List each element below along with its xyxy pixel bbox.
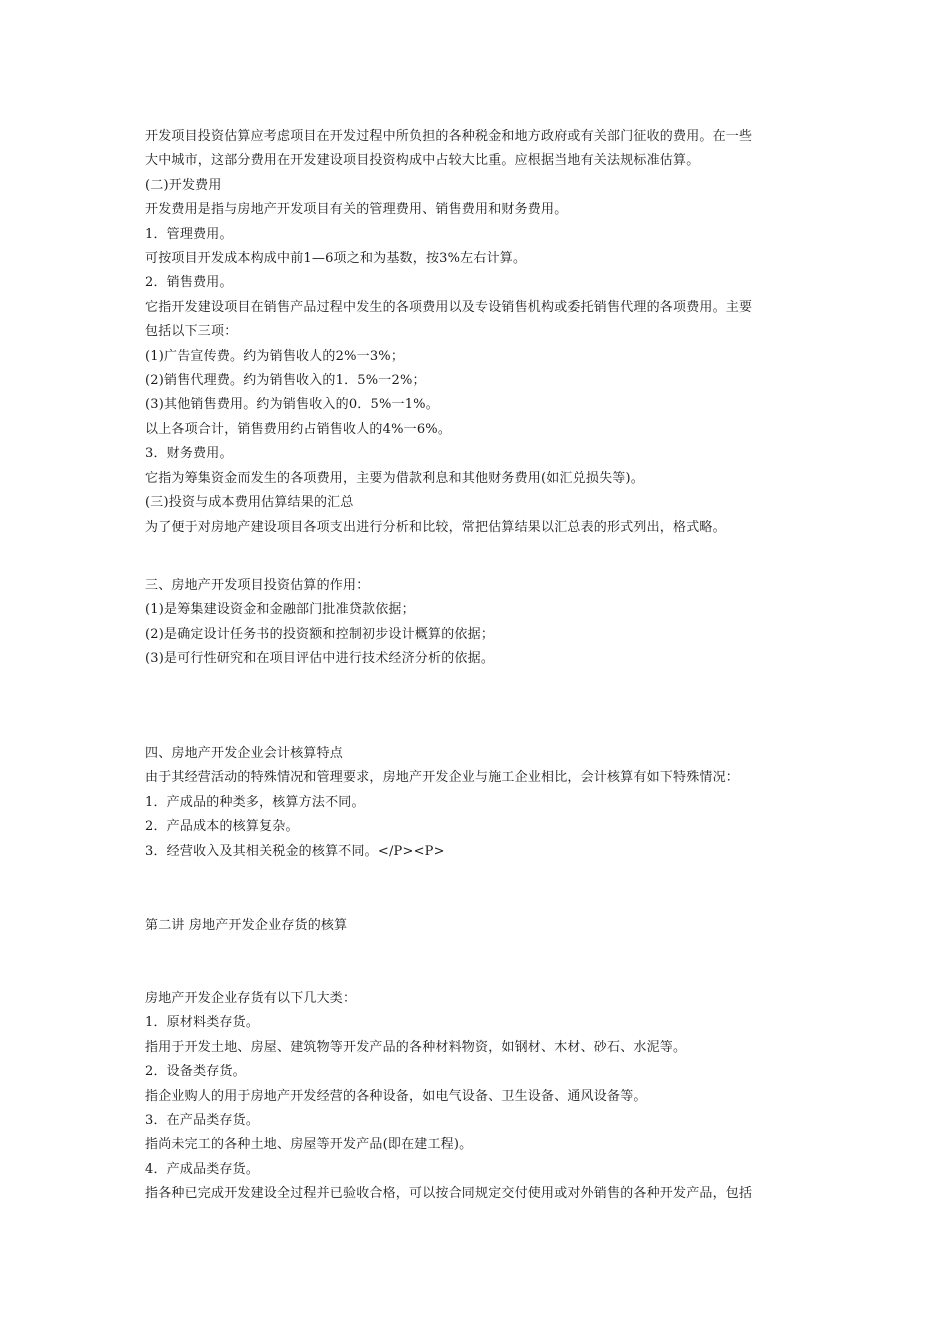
paragraph-line: 指企业购人的用于房地产开发经营的各种设备，如电气设备、卫生设备、通风设备等。	[145, 1088, 647, 1104]
paragraph-line: 指各种已完成开发建设全过程并已验收合格，可以按合同规定交付使用或对外销售的各种开发产品，包括	[145, 1186, 753, 1202]
paragraph-line: 开发项目投资估算应考虑项目在开发过程中所负担的各种税金和地方政府或有关部门征收的费用。在一些	[145, 129, 753, 144]
heading-development-costs: (二)开发费用	[145, 177, 222, 193]
paragraph-line: 指用于开发土地、房屋、建筑物等开发产品的各种材料物资，如钢材、木材、砂石、水泥等。	[145, 1039, 687, 1055]
section-estimate-role	[145, 574, 807, 672]
lecture-title: 第二讲 房地产开发企业存货的核算	[145, 918, 348, 933]
list-item: 3．在产品类存货。	[145, 1113, 260, 1129]
heading-summary: (三)投资与成本费用估算结果的汇总	[145, 495, 354, 511]
paragraph-line: 它指为筹集资金而发生的各项费用，主要为借款利息和其他财务费用(如汇兑损失等)。	[145, 470, 644, 486]
paragraph-line: 大中城市，这部分费用在开发建设项目投资构成中占较大比重。应根据当地有关法规标准估算。	[145, 153, 700, 169]
list-item: 3．财务费用。	[145, 446, 233, 462]
section-heading: 三、房地产开发项目投资估算的作用：	[145, 578, 370, 593]
list-item: 1．管理费用。	[145, 226, 233, 242]
list-item: (1)广告宣传费。约为销售收人的2%一3%；	[145, 348, 405, 364]
section-heading: 四、房地产开发企业会计核算特点	[145, 746, 344, 761]
list-item: 2．销售费用。	[145, 275, 233, 291]
list-item: (2)销售代理费。约为销售收入的1．5%一2%；	[145, 373, 426, 389]
paragraph-line: 为了便于对房地产建设项目各项支出进行分析和比较，常把估算结果以汇总表的形式列出，格式略。	[145, 519, 726, 535]
list-item: 3．经营收入及其相关税金的核算不同。</P><P>	[145, 843, 445, 859]
list-item: 2．产品成本的核算复杂。	[145, 819, 299, 835]
list-item: 1．原材料类存货。	[145, 1015, 260, 1031]
section-inventory	[145, 987, 807, 1207]
paragraph-line: 由于其经营活动的特殊情况和管理要求，房地产开发企业与施工企业相比，会计核算有如下特殊情况：	[145, 770, 740, 786]
list-item: 1．产成品的种类多，核算方法不同。	[145, 794, 365, 810]
list-item: 4．产成品类存货。	[145, 1161, 260, 1177]
paragraph-line: 开发费用是指与房地产开发项目有关的管理费用、销售费用和财务费用。	[145, 202, 568, 218]
paragraph-line: 房地产开发企业存货有以下几大类：	[145, 991, 357, 1006]
paragraph-line: 指尚未完工的各种土地、房屋等开发产品(即在建工程)。	[145, 1137, 473, 1153]
paragraph-line: 可按项目开发成本构成中前1—6项之和为基数，按3%左右计算。	[145, 251, 527, 267]
list-item: (3)是可行性研究和在项目评估中进行技术经济分析的依据。	[145, 651, 495, 667]
list-item: (2)是确定设计任务书的投资额和控制初步设计概算的依据；	[145, 626, 495, 642]
paragraph-line: 以上各项合计，销售费用约占销售收人的4%一6%。	[145, 421, 452, 437]
list-item: (1)是筹集建设资金和金融部门批准贷款依据；	[145, 602, 415, 618]
paragraph-line: 包括以下三项：	[145, 324, 238, 340]
paragraph-line: 它指开发建设项目在销售产品过程中发生的各项费用以及专设销售机构或委托销售代理的各项费用。主要	[145, 299, 753, 315]
list-item: (3)其他销售费用。约为销售收入的0．5%一1%。	[145, 397, 439, 413]
section-accounting-features	[145, 742, 807, 864]
lecture-title-block	[145, 914, 807, 938]
section-investment-estimate	[145, 125, 807, 540]
list-item: 2．设备类存货。	[145, 1064, 246, 1080]
